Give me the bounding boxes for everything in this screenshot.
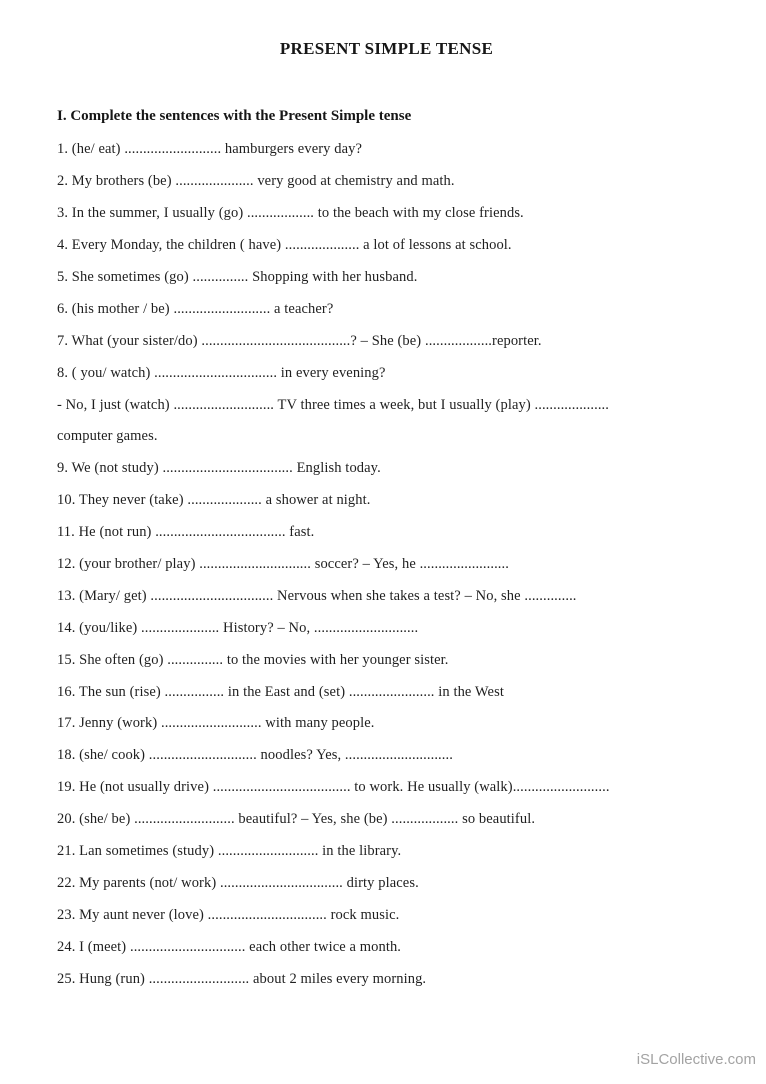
exercise-line-22: 22. My parents (not/ work) ................................. dirty places. [57,874,419,891]
exercise-line-12: 12. (your brother/ play) .............................. soccer? – Yes, he ........................ [57,556,509,573]
exercise-lines [57,134,716,995]
exercise-line-16: 16. The sun (rise) ................ in the East and (set) ....................... in the West [57,683,504,700]
exercise-line-11: 11. He (not run) ................................... fast. [57,524,315,541]
exercise-line-7: 7. What (your sister/do) ........................................? – She (be) ..................reporter. [57,332,542,349]
exercise-line-6: 6. (his mother / be) .......................... a teacher? [57,300,334,317]
exercise-line-5: 5. She sometimes (go) ............... Shopping with her husband. [57,269,418,285]
exercise-line-23: 23. My aunt never (love) ................................ rock music. [57,906,400,923]
page-title: PRESENT SIMPLE TENSE [279,39,494,58]
exercise-line-13: 13. (Mary/ get) ................................. Nervous when she takes a test? – No, she .............. [57,587,577,604]
exercise-line-14: 14. (you/like) ..................... History? – No, ............................ [57,619,419,636]
exercise-line-24: 24. I (meet) ............................... each other twice a month. [57,938,402,955]
exercise-line-10: 10. They never (take) .................... a shower at night. [57,492,371,509]
exercise-line-2: 2. My brothers (be) ..................... very good at chemistry and math. [57,173,455,190]
exercise-line-25: 25. Hung (run) ........................... about 2 miles every morning. [57,970,427,987]
exercise-line-18: 18. (she/ cook) ............................. noodles? Yes, ............................. [57,747,453,764]
exercise-line-8-wrap: computer games. [57,428,158,445]
exercise-line-21: 21. Lan sometimes (study) ........................... in the library. [57,843,402,860]
exercise-line-9: 9. We (not study) ................................... English today. [57,460,381,477]
exercise-line-1: 1. (he/ eat) .......................... hamburgers every day? [57,141,363,158]
exercise-line-15: 15. She often (go) ............... to the movies with her younger sister. [57,651,449,668]
exercise-line-17: 17. Jenny (work) ........................... with many people. [57,715,375,732]
exercise-line-8: 8. ( you/ watch) ................................. in every evening? [57,364,386,381]
exercise-line-4: 4. Every Monday, the children ( have) .................... a lot of lessons at school. [57,237,512,254]
exercise-line-19: 19. He (not usually drive) ..................................... to work. He usually (walk).......................... [57,779,610,796]
exercise-line-20: 20. (she/ be) ........................... beautiful? – Yes, she (be) .................. so beautiful. [57,811,536,828]
exercise-line-8-continuation: - No, I just (watch) ........................... TV three times a week, but I usually (play) .................... [57,396,609,413]
islcollective-watermark: iSLCollective.com [636,1051,756,1068]
exercise-line-3: 3. In the summer, I usually (go) .................. to the beach with my close friends. [57,205,524,222]
section-heading: I. Complete the sentences with the Present Simple tense [57,108,412,124]
